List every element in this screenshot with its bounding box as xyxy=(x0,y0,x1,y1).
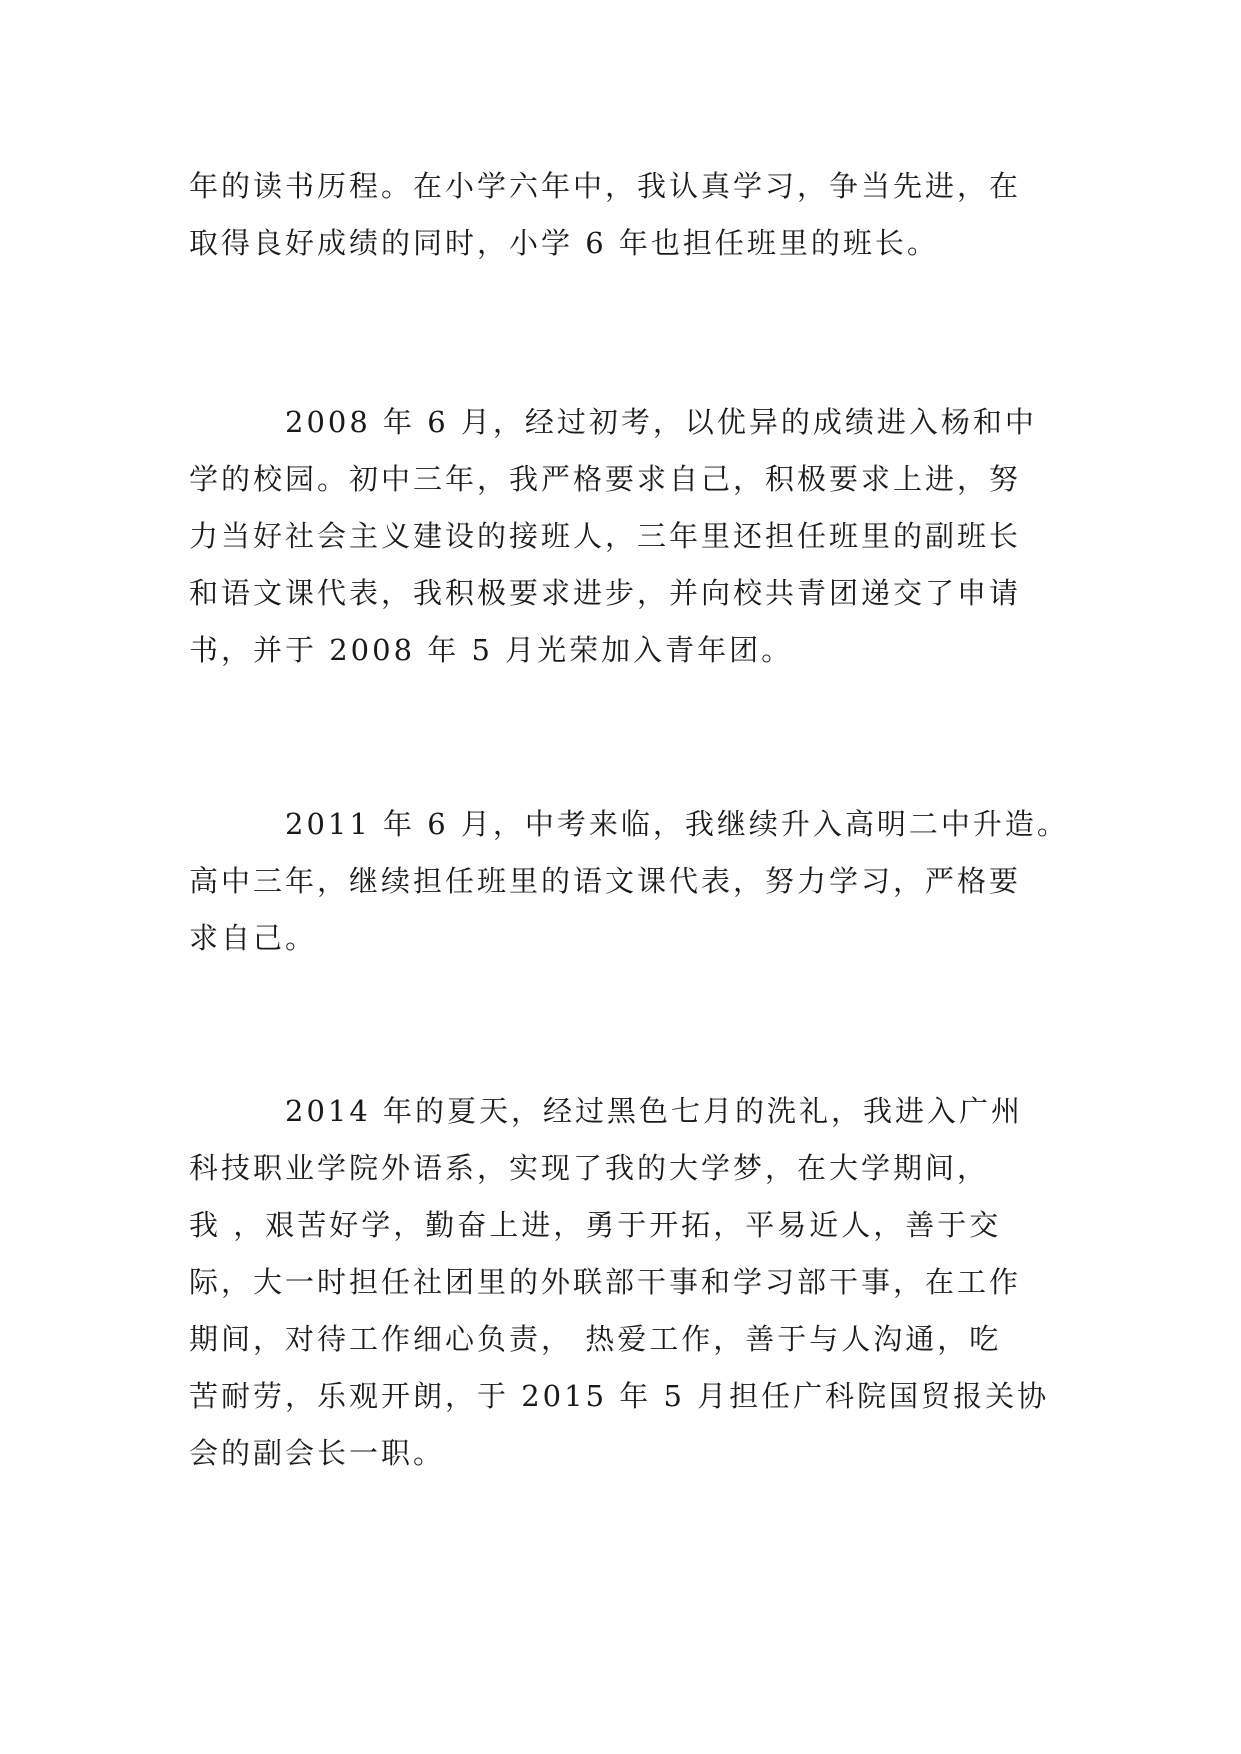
text-line: 科技职业学院外语系，实现了我的大学梦，在大学期间， xyxy=(189,1151,990,1185)
text-line: 我 ，艰苦好学，勤奋上进，勇于开拓，平易近人，善于交 xyxy=(189,1208,1002,1242)
text-line: 高中三年，继续担任班里的语文课代表，努力学习，严格要 xyxy=(189,864,1022,898)
text-line: 取得良好成绩的同时，小学 6 年也担任班里的班长。 xyxy=(189,226,939,260)
text-line: 2014 年的夏天，经过黑色七月的洗礼，我进入广州 xyxy=(189,1094,1024,1128)
text-line: 书，并于 2008 年 5 月光荣加入青年团。 xyxy=(189,633,794,667)
text-line: 求自己。 xyxy=(189,921,318,955)
text-line: 2008 年 6 月，经过初考，以优异的成绩进入杨和中 xyxy=(189,405,1037,439)
text-line: 年的读书历程。在小学六年中，我认真学习，争当先进，在 xyxy=(189,169,1022,203)
text-line: 期间，对待工作细心负责， 热爱工作，善于与人沟通，吃 xyxy=(189,1322,1002,1356)
paragraph-college xyxy=(189,1083,1059,1482)
paragraph-high-school xyxy=(189,796,1069,967)
text-line: 苦耐劳，乐观开朗，于 2015 年 5 月担任广科院国贸报关协 xyxy=(189,1379,1050,1413)
text-line: 力当好社会主义建设的接班人，三年里还担任班里的副班长 xyxy=(189,519,1022,553)
paragraph-primary-school xyxy=(189,158,1059,272)
text-line: 会的副会长一职。 xyxy=(189,1436,446,1470)
text-line: 际，大一时担任社团里的外联部干事和学习部干事，在工作 xyxy=(189,1265,1022,1299)
text-line: 和语文课代表，我积极要求进步，并向校共青团递交了申请 xyxy=(189,576,1022,610)
text-line: 学的校园。初中三年，我严格要求自己，积极要求上进，努 xyxy=(189,462,1022,496)
paragraph-middle-school xyxy=(189,394,1059,679)
text-line: 2011 年 6 月，中考来临，我继续升入高明二中升造。 xyxy=(189,807,1069,841)
